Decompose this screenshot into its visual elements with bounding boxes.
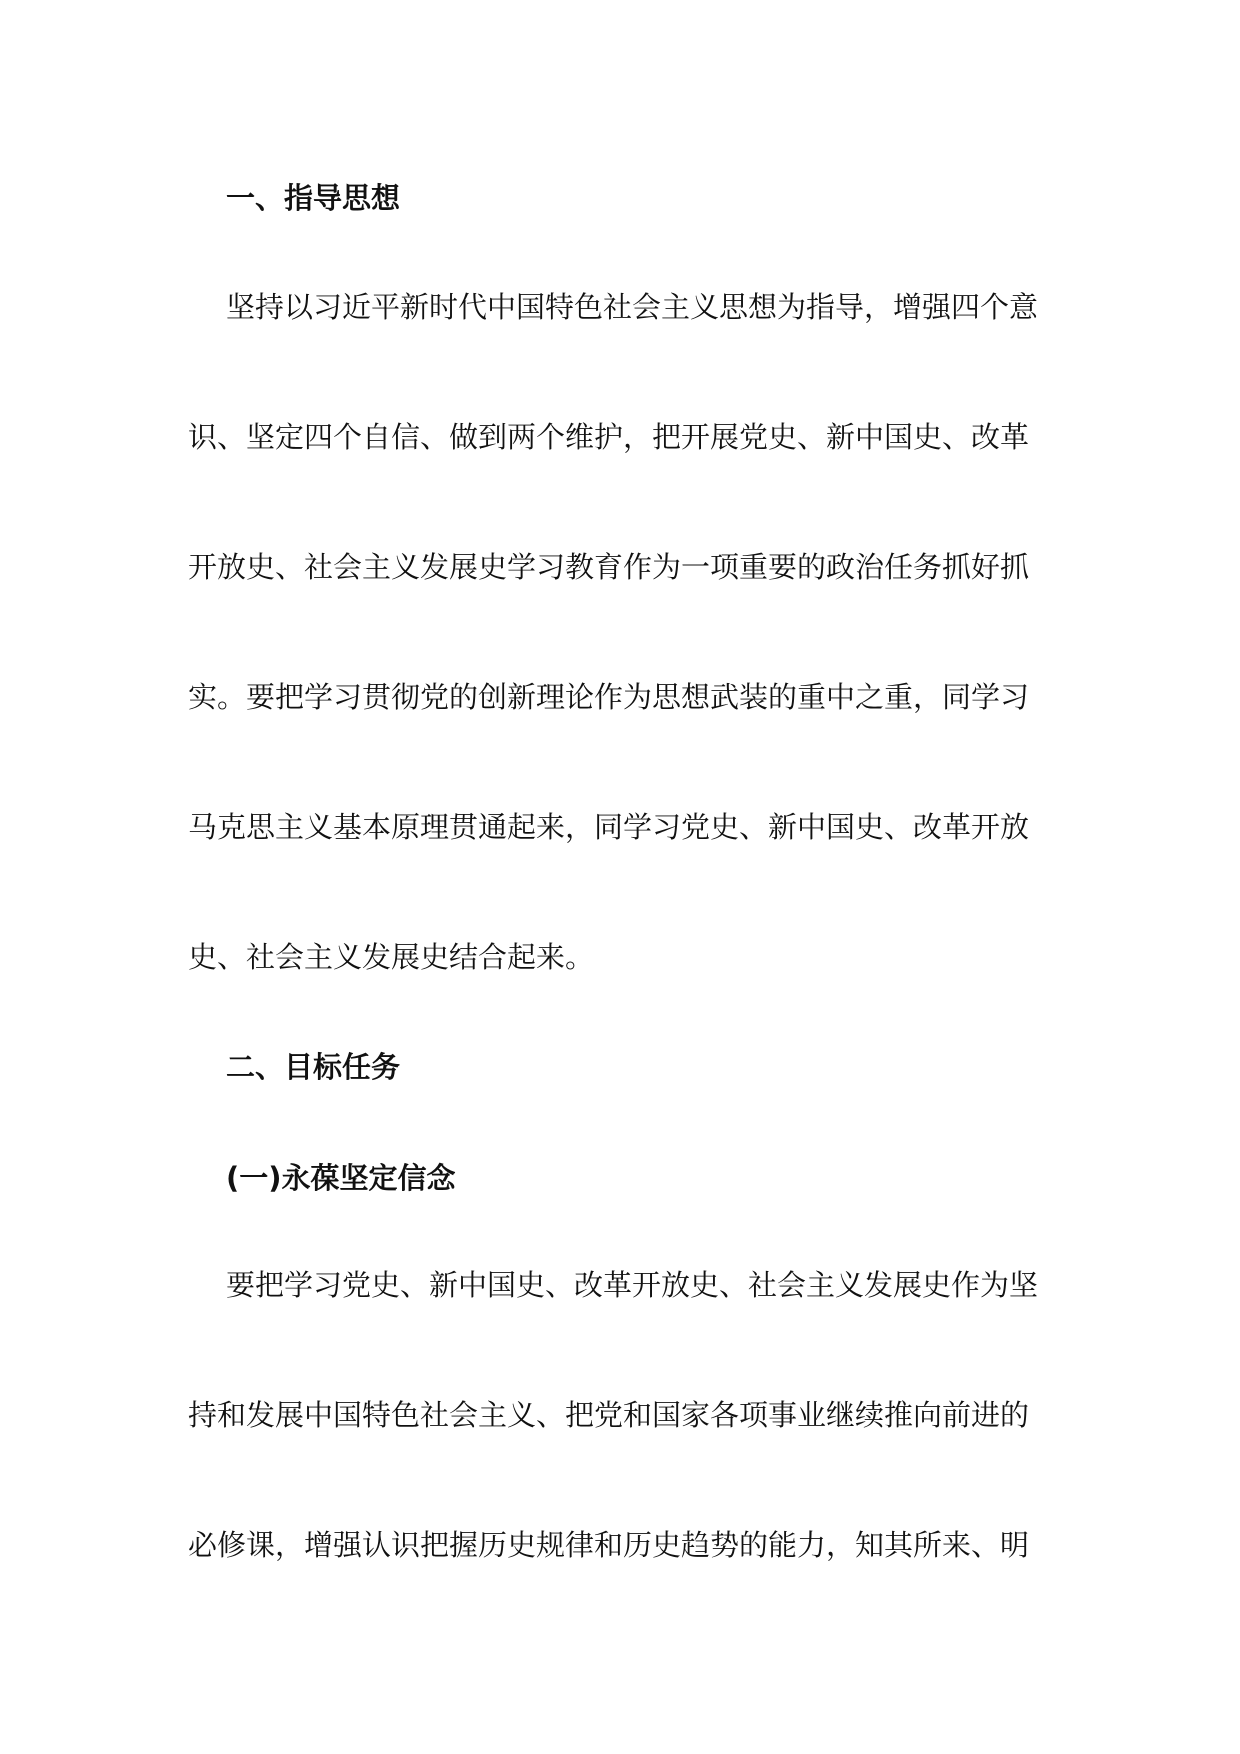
paragraph-line: 马克思主义基本原理贯通起来，同学习党史、新中国史、改革开放 — [188, 810, 1030, 844]
paragraph-line: 开放史、社会主义发展史学习教育作为一项重要的政治任务抓好抓 — [188, 550, 1030, 584]
paragraph-line: 持和发展中国特色社会主义、把党和国家各项事业继续推向前进的 — [188, 1398, 1030, 1432]
section-heading-goals: 二、目标任务 — [226, 1050, 401, 1084]
section-heading-guiding-ideology: 一、指导思想 — [226, 181, 401, 215]
paragraph-line: 实。要把学习贯彻党的创新理论作为思想武装的重中之重，同学习 — [188, 680, 1030, 714]
paragraph-line: 坚持以习近平新时代中国特色社会主义思想为指导，增强四个意 — [226, 290, 1039, 324]
paragraph-line: 必修课，增强认识把握历史规律和历史趋势的能力，知其所来、明 — [188, 1528, 1030, 1562]
paragraph-line: 史、社会主义发展史结合起来。 — [188, 940, 595, 974]
paragraph-line: 识、坚定四个自信、做到两个维护，把开展党史、新中国史、改革 — [188, 420, 1030, 454]
paragraph-line: 要把学习党史、新中国史、改革开放史、社会主义发展史作为坚 — [226, 1268, 1039, 1302]
subsection-heading: (一)永葆坚定信念 — [226, 1161, 456, 1195]
